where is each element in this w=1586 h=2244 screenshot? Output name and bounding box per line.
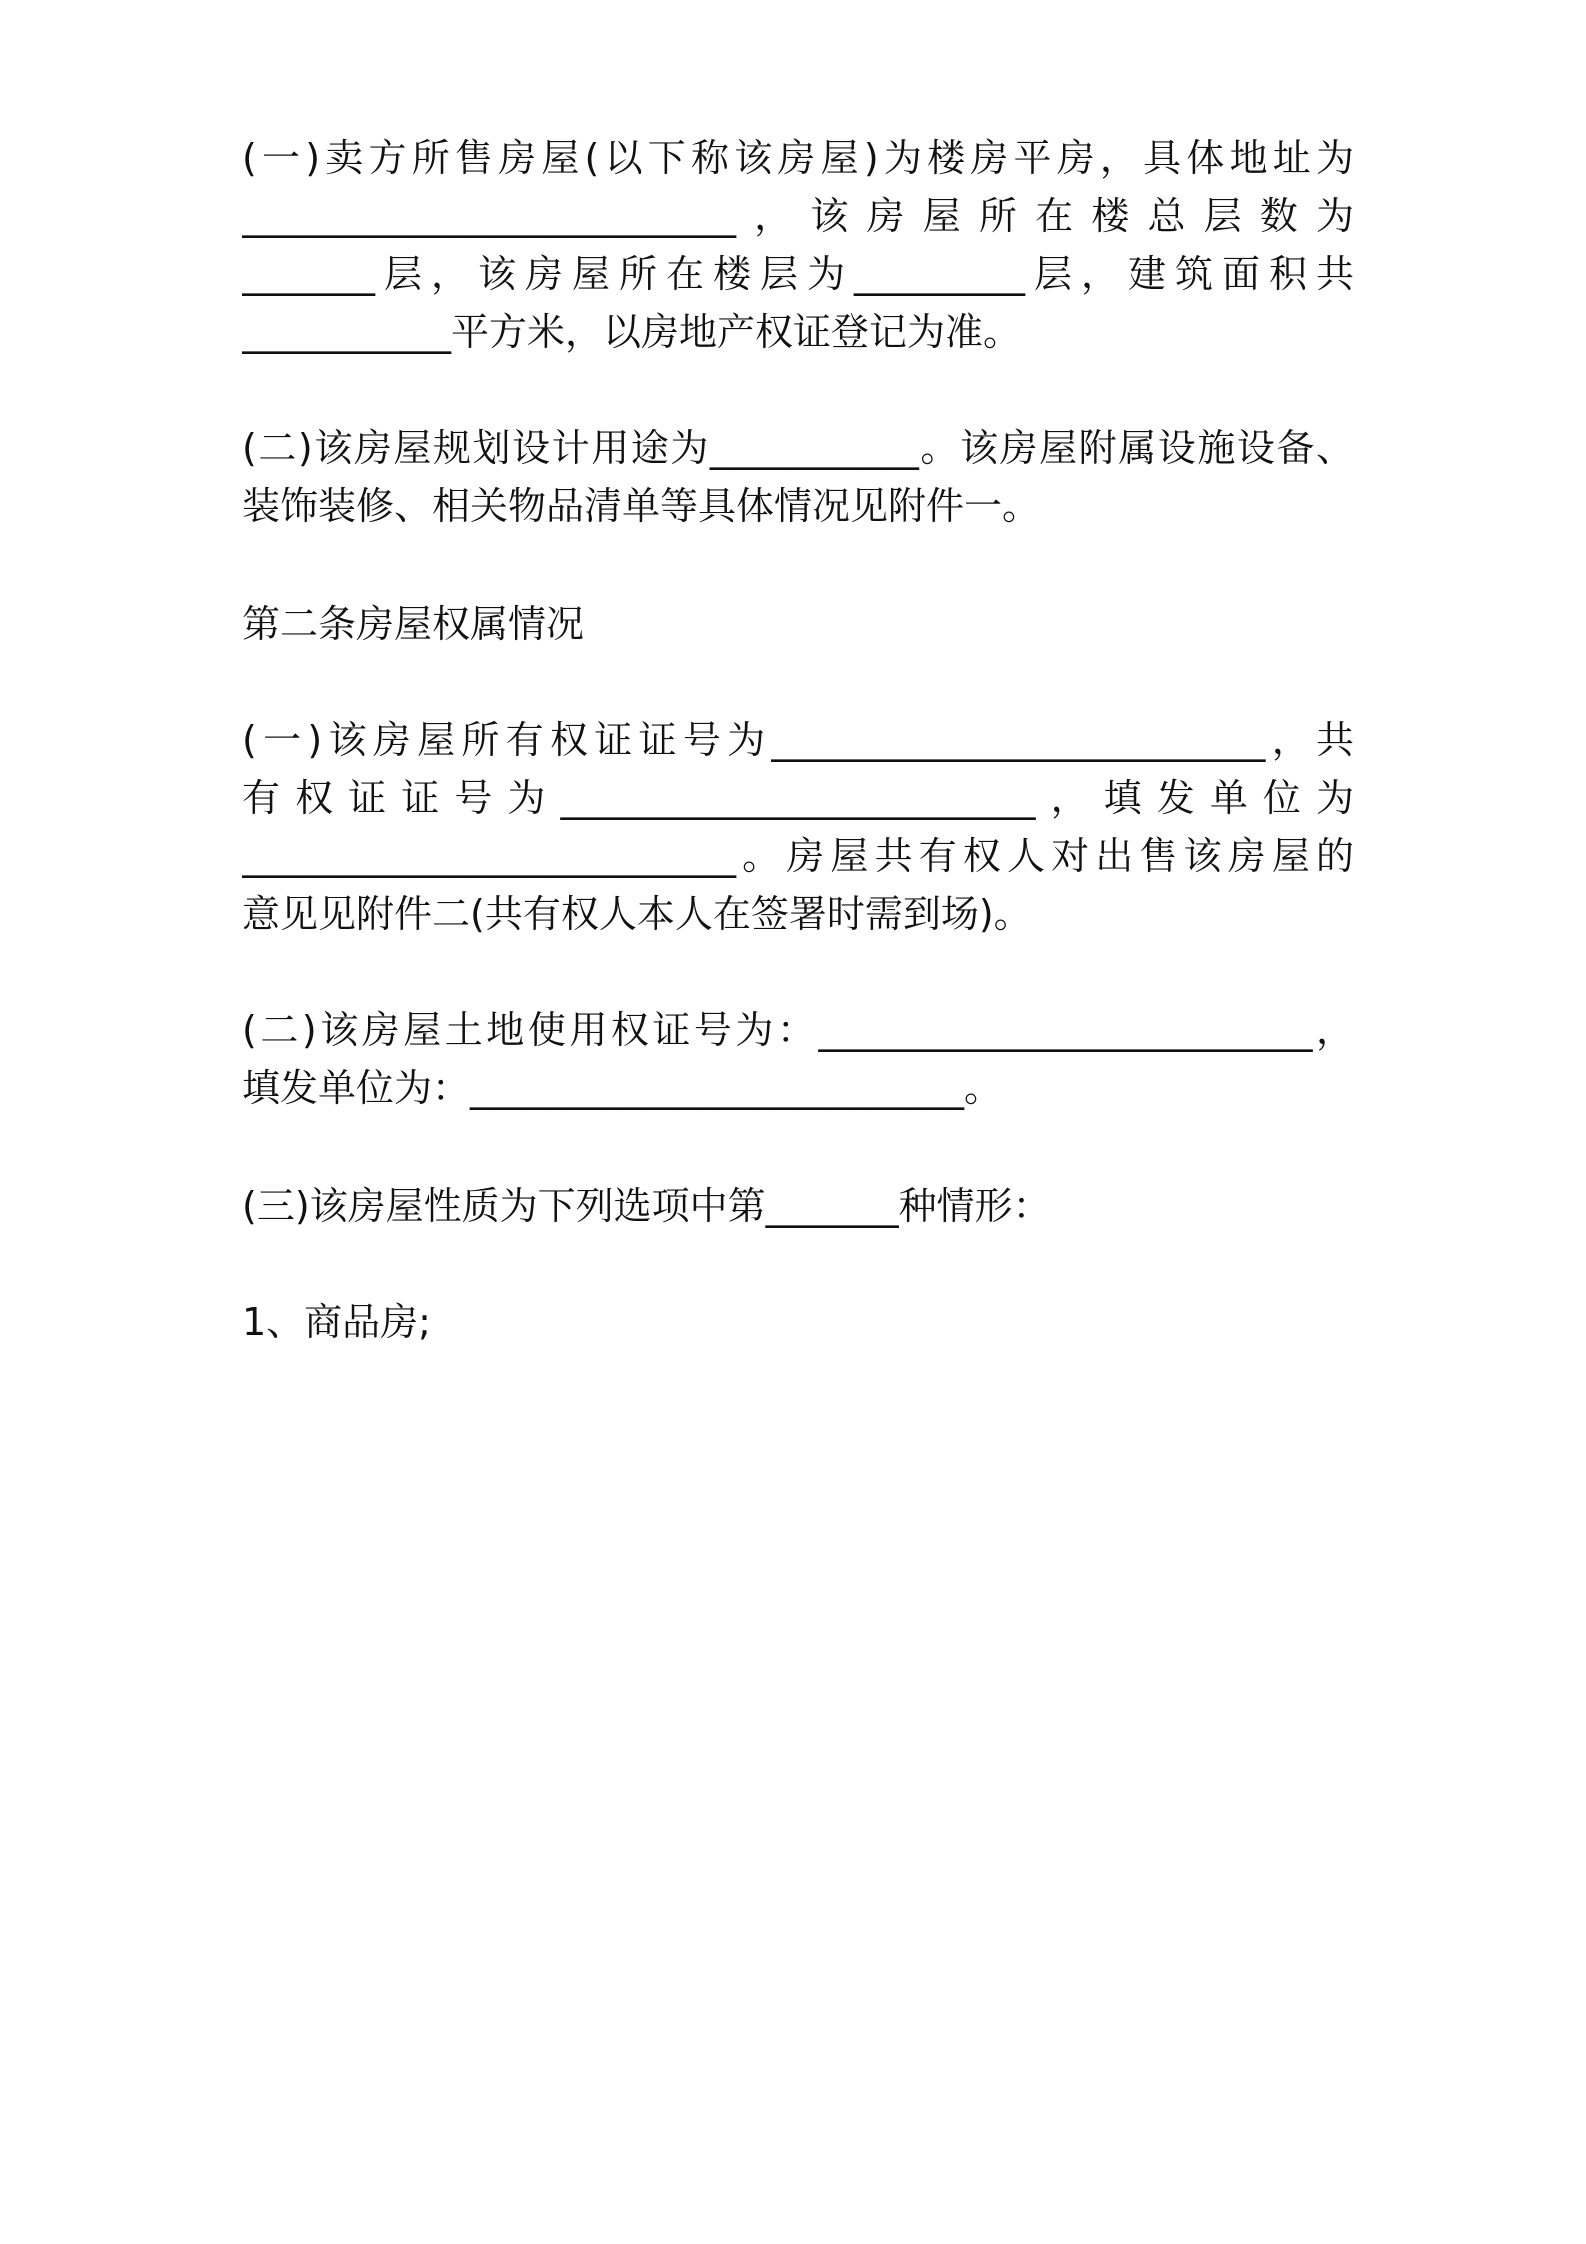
paragraph-line: 填发单位为：__________________________。 (242, 1066, 1003, 1110)
paragraph-line: (二)该房屋规划设计用途为___________。该房屋附属设施设备、 (242, 426, 1354, 470)
paragraph-line: (一)该房屋所有权证证号为__________________________，共 (242, 718, 1354, 762)
list-item: 1、商品房; (242, 1300, 431, 1344)
paragraph-line: 装饰装修、相关物品清单等具体情况见附件一。 (242, 484, 1041, 528)
article-heading: 第二条房屋权属情况 (242, 602, 585, 646)
paragraph-line: 意见见附件二(共有权人本人在签署时需到场)。 (242, 892, 1032, 936)
paragraph-line: __________________________，该房屋所在楼总层数为 (242, 194, 1354, 238)
paragraph-line: ___________平方米，以房地产权证登记为准。 (242, 310, 1022, 354)
paragraph-line: _______层，该房屋所在楼层为_________层，建筑面积共 (242, 252, 1354, 296)
paragraph-line: __________________________。房屋共有权人对出售该房屋的 (242, 834, 1354, 878)
paragraph-line: (三)该房屋性质为下列选项中第_______种情形： (242, 1184, 1051, 1228)
paragraph-line: (二)该房屋土地使用权证号为：__________________________， (242, 1008, 1354, 1052)
paragraph-line: (一)卖方所售房屋(以下称该房屋)为楼房平房，具体地址为 (242, 136, 1354, 180)
paragraph-line: 有权证证号为_________________________，填发单位为 (242, 776, 1354, 820)
